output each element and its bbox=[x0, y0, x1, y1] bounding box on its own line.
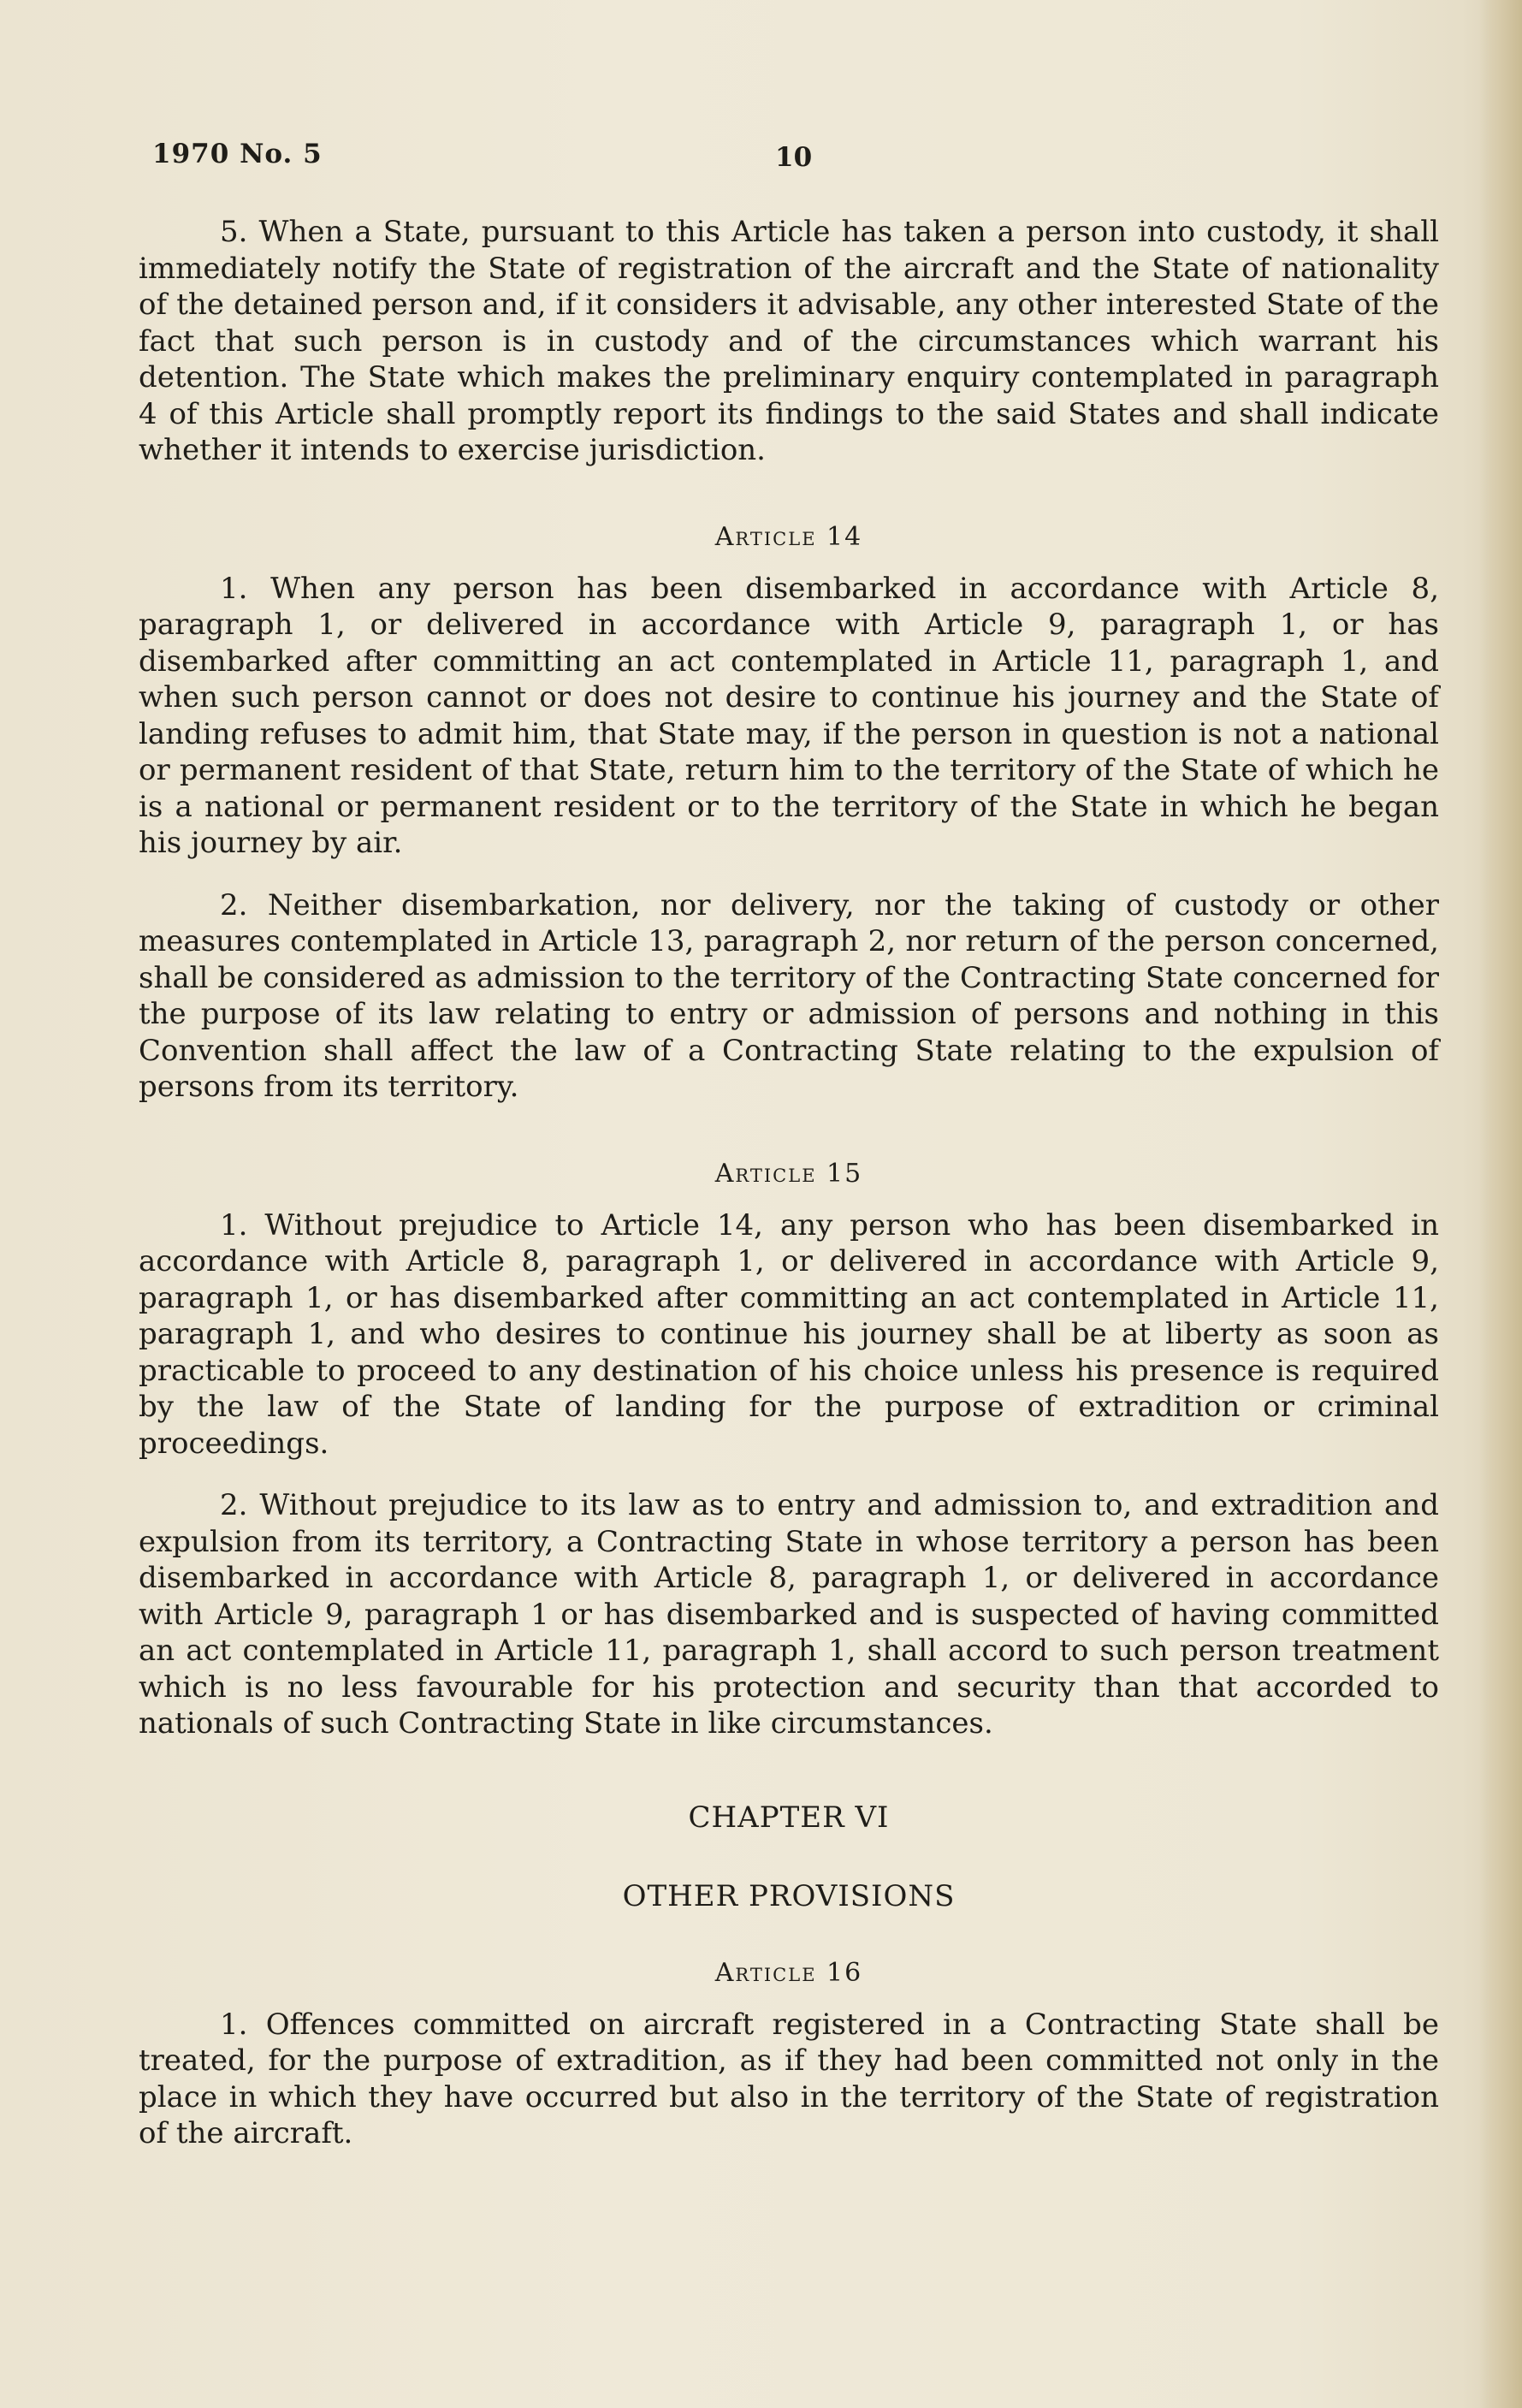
page-header bbox=[152, 139, 1436, 181]
book-spine-shadow bbox=[1479, 0, 1522, 2408]
article-15-paragraph-1: 1. Without prejudice to Article 14, any person who has been disembarked in accordance with Article 8, paragraph 1, or delivered in accordance with Article 9, paragraph 1, or has disembarked after committing an act contemplated in Article 11, paragraph 1, and who desires to continue his journey shall be at liberty as soon as practicable to proceed to any destination of his choice unless his presence is required by the law of the State of landing for the purpose of extradition or criminal proceedings. bbox=[139, 1207, 1439, 1461]
article-16-paragraph-1: 1. Offences committed on aircraft registered in a Contracting State shall be treated, for the purpose of extradition, as if they had been committed not only in the place in which they have occurred but also in the territory of the State of registration of the aircraft. bbox=[139, 2007, 1439, 2150]
publication-reference: 1970 No. 5 bbox=[152, 139, 323, 169]
page-body bbox=[139, 214, 1439, 2178]
article-13-paragraph-5: 5. When a State, pursuant to this Article has taken a person into custody, it shall immediately notify the State of registration of the aircraft and the State of nationality of the detained person and, if it considers it advisable, any other interested State of the fact that such person is in custody and of the circumstances which warrant his detention. The State which makes the preliminary enquiry contemplated in paragraph 4 of this Article shall promptly report its findings to the said States and shall indicate whether it intends to exercise jurisdiction. bbox=[139, 215, 1439, 467]
page-number: 10 bbox=[775, 142, 813, 173]
article-14-heading: Article 14 bbox=[714, 521, 863, 552]
article-15-heading: Article 15 bbox=[714, 1158, 863, 1189]
article-15-paragraph-2: 2. Without prejudice to its law as to entry and admission to, and extradition and expulsion from its territory, a Contracting State in whose territory a person has been disembarked in accordance with Article 8, paragraph 1, or delivered in accordance with Article 9, paragraph 1 or has disembarked and is suspected of having committed an act contemplated in Article 11, paragraph 1, shall accord to such person treatment which is no less favourable for his protection and security than that accorded to nationals of such Contracting State in like circumstances. bbox=[139, 1488, 1439, 1741]
chapter-heading: CHAPTER VI bbox=[688, 1800, 890, 1835]
article-14-paragraph-1: 1. When any person has been disembarked in accordance with Article 8, paragraph 1, or delivered in accordance with Article 9, paragraph 1, or has disembarked after committing an act contemplated in Article 11, paragraph 1, and when such person cannot or does not desire to continue his journey and the State of landing refuses to admit him, that State may, if the person in question is not a national or permanent resident of that State, return him to the territory of the State of which he is a national or permanent resident or to the territory of the State in which he began his journey by air. bbox=[139, 571, 1439, 860]
chapter-title: OTHER PROVISIONS bbox=[622, 1878, 956, 1913]
article-14-paragraph-2: 2. Neither disembarkation, nor delivery, nor the taking of custody or other measures contemplated in Article 13, paragraph 2, nor return of the person concerned, shall be considered as admission to the territory of the Contracting State concerned for the purpose of its law relating to entry or admission of persons and nothing in this Convention shall affect the law of a Contracting State relating to the expulsion of persons from its territory. bbox=[139, 887, 1439, 1104]
article-16-heading: Article 16 bbox=[714, 1957, 863, 1988]
